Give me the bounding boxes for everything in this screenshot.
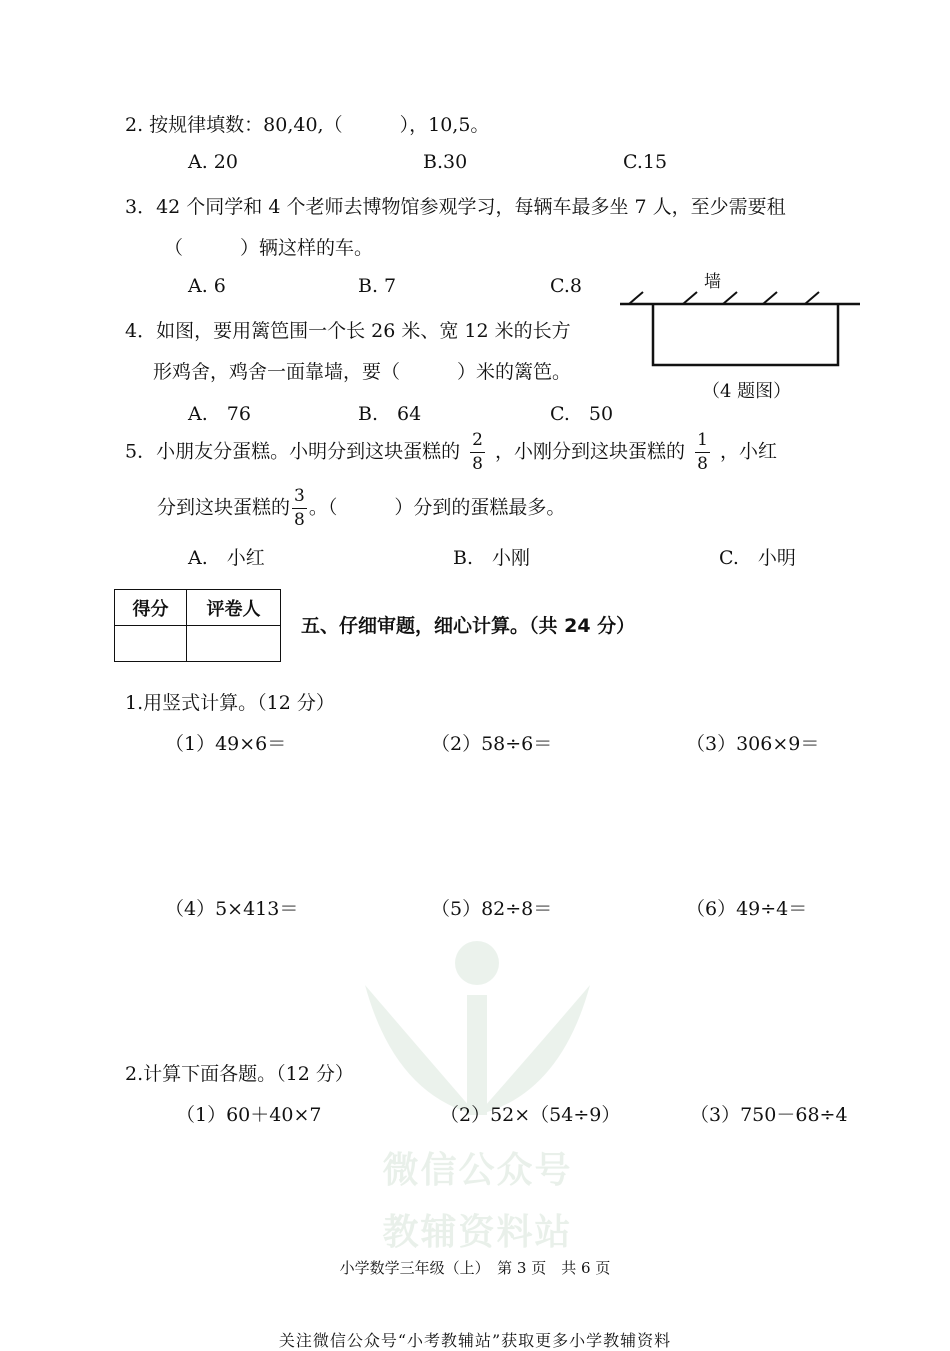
- expr-item-1: （1）60＋40×7: [176, 1104, 322, 1126]
- figure-caption: （4 题图）: [702, 381, 792, 402]
- q5-option-c: C. 小明: [719, 547, 796, 569]
- fraction-denominator: 8: [294, 510, 305, 530]
- q5-text-2: ，小刚分到这块蛋糕的: [495, 440, 686, 463]
- fraction-numerator: 3: [292, 488, 307, 509]
- q2-option-b: B.30: [423, 151, 468, 173]
- grader-header: 评卷人: [187, 590, 281, 626]
- calc-item-1: （1）49×6＝: [165, 733, 287, 755]
- fraction-three-eighths: [292, 488, 307, 529]
- watermark-text-2: 教辅资料站: [382, 1212, 573, 1253]
- fraction-numerator: 1: [695, 432, 710, 453]
- grader-cell[interactable]: [187, 626, 281, 662]
- section-5-title: 五、仔细审题，细心计算。（共 24 分）: [301, 615, 636, 637]
- fraction-two-eighths: [470, 432, 485, 473]
- score-cell[interactable]: [115, 626, 187, 662]
- question-4-line2: 形鸡舍，鸡舍一面靠墙，要（ ）米的篱笆。: [153, 361, 572, 383]
- question-4-line1: 4．如图，要用篱笆围一个长 26 米、宽 12 米的长方: [125, 320, 571, 342]
- expr-item-3: （3）750－68÷4: [690, 1104, 848, 1126]
- q5-text-3: ，小红: [719, 440, 777, 463]
- question-3-line2: （ ）辆这样的车。: [164, 237, 374, 259]
- calc-item-3: （3）306×9＝: [686, 733, 820, 755]
- calc-item-2: （2）58÷6＝: [431, 733, 553, 755]
- subsection-1-title: 1.用竖式计算。（12 分）: [125, 692, 335, 714]
- calc-item-6: （6）49÷4＝: [686, 898, 808, 920]
- q4-option-b: B. 64: [358, 403, 422, 425]
- q5-text-4: 分到这块蛋糕的: [157, 496, 291, 519]
- wall-label: 墙: [704, 272, 721, 292]
- question-2: 2. 按规律填数：80,40,（ ），10,5。: [125, 114, 490, 136]
- fraction-denominator: 8: [472, 454, 483, 474]
- q2-option-a: A. 20: [188, 151, 238, 173]
- fraction-numerator: 2: [470, 432, 485, 453]
- page-footer: 小学数学三年级（上） 第 3 页 共 6 页: [339, 1259, 611, 1277]
- q5-text-5: 。（ ）分到的蛋糕最多。: [308, 496, 566, 519]
- q2-option-c: C.15: [623, 151, 668, 173]
- question-3-line1: 3．42 个同学和 4 个老师去博物馆参观学习，每辆车最多坐 7 人，至少需要租: [125, 196, 786, 218]
- q3-option-c: C.8: [550, 275, 582, 297]
- fraction-one-eighth: [695, 432, 710, 473]
- calc-item-4: （4）5×413＝: [165, 898, 299, 920]
- calc-item-5: （5）82÷8＝: [431, 898, 553, 920]
- q3-option-a: A. 6: [188, 275, 226, 297]
- fraction-denominator: 8: [697, 454, 708, 474]
- q4-option-a: A. 76: [188, 403, 251, 425]
- subsection-2-title: 2.计算下面各题。（12 分）: [125, 1063, 354, 1085]
- score-header: 得分: [115, 590, 187, 626]
- q3-option-b: B. 7: [358, 275, 397, 297]
- watermark-text-1: 微信公众号: [382, 1150, 573, 1191]
- q5-text-1: 5．小朋友分蛋糕。小明分到这块蛋糕的: [125, 440, 461, 463]
- chicken-coop-figure: [615, 265, 865, 375]
- question-5-line1: [125, 432, 777, 473]
- q5-option-b: B. 小刚: [453, 547, 531, 569]
- q5-option-a: A. 小红: [188, 547, 265, 569]
- expr-item-2: （2）52×（54÷9）: [440, 1104, 621, 1126]
- q4-option-c: C. 50: [550, 403, 614, 425]
- score-table: [114, 589, 281, 662]
- question-5-line2: [157, 488, 565, 529]
- bottom-note: 关注微信公众号“小考教辅站”获取更多小学教辅资料: [278, 1331, 672, 1350]
